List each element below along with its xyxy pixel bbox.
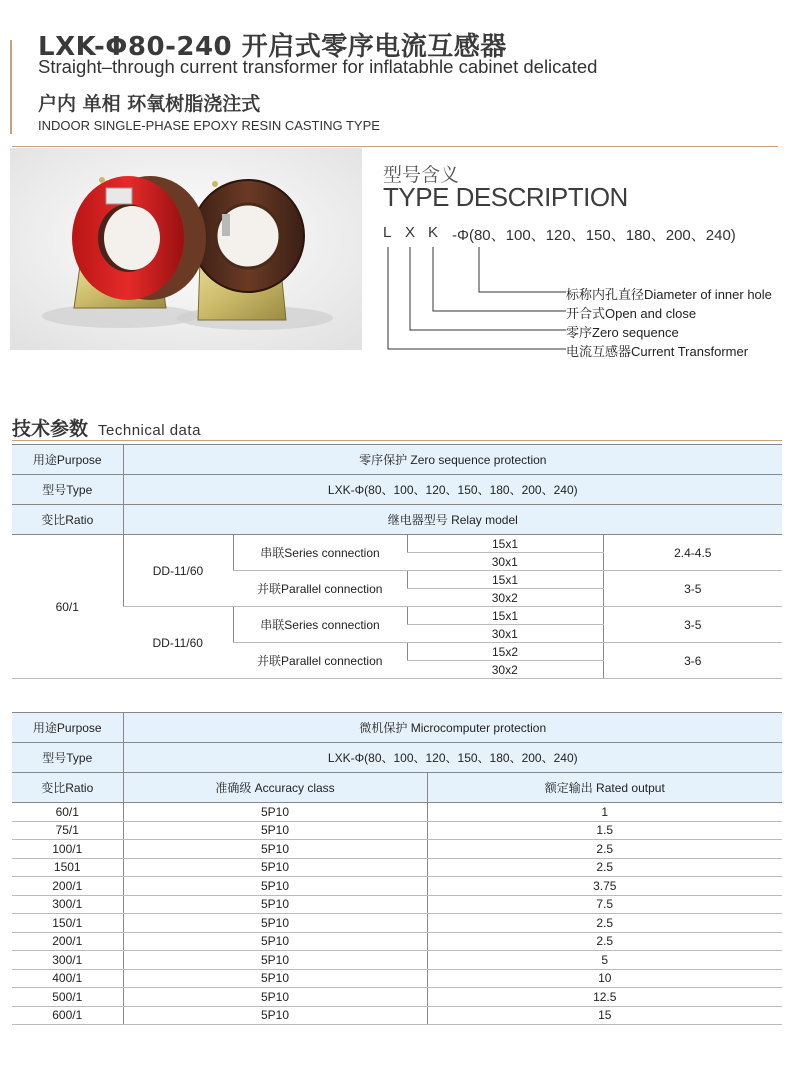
ratio-value: 1501: [12, 858, 123, 877]
accuracy-class-value: 5P10: [123, 877, 427, 896]
ratio-value: 300/1: [12, 951, 123, 970]
ratio-value: 500/1: [12, 988, 123, 1007]
action-range: 3-6: [603, 643, 782, 679]
connection-type: 并联Parallel connection: [233, 571, 407, 607]
type-value: LXK-Φ(80、100、120、150、180、200、240): [123, 475, 782, 505]
table-row: [12, 877, 782, 896]
purpose-value: 零序保护 Zero sequence protection: [123, 445, 782, 475]
code-letter-x: X: [405, 224, 416, 241]
technical-data-title-en: Technical data: [98, 422, 201, 439]
ratio-value: 400/1: [12, 969, 123, 988]
relay-model: DD-11/60: [123, 535, 233, 607]
table-row: [12, 858, 782, 877]
label-open-close: 开合式Open and close: [566, 306, 697, 321]
table-row: [12, 743, 782, 773]
connection-type: 并联Parallel connection: [233, 643, 407, 679]
table-row: [12, 1006, 782, 1025]
rated-output-label: 额定输出 Rated output: [427, 773, 782, 803]
table-row: [12, 475, 782, 505]
rated-output-value: 10: [427, 969, 782, 988]
action-range: 3-5: [603, 571, 782, 607]
turns-value: 30x2: [407, 661, 603, 679]
rated-output-value: 7.5: [427, 895, 782, 914]
table-row: [12, 803, 782, 822]
table-row: [12, 505, 782, 535]
ratio-label: 变比Ratio: [12, 773, 123, 803]
code-letter-k: K: [428, 224, 439, 241]
accuracy-class-label: 准确级 Accuracy class: [123, 773, 427, 803]
turns-value: 15x2: [407, 643, 603, 661]
ratio-label: 变比Ratio: [12, 505, 123, 535]
zero-sequence-table: [12, 444, 782, 679]
turns-value: 15x1: [407, 571, 603, 589]
microcomputer-table-body: [12, 803, 782, 1025]
header-divider: [12, 146, 778, 147]
table-row: [12, 607, 782, 625]
accuracy-class-value: 5P10: [123, 895, 427, 914]
accuracy-class-value: 5P10: [123, 932, 427, 951]
table-row: [12, 773, 782, 803]
subtitle-english-type: INDOOR SINGLE-PHASE EPOXY RESIN CASTING TYPE: [38, 118, 380, 133]
table-row: [12, 713, 782, 743]
connection-type: 串联Series connection: [233, 607, 407, 643]
table-row: [12, 932, 782, 951]
action-range: 3-5: [603, 607, 782, 643]
label-current-transformer: 电流互感器Current Transformer: [566, 344, 749, 359]
turns-value: 15x1: [407, 607, 603, 625]
technical-data-heading: [12, 414, 201, 441]
microcomputer-protection-table: [12, 712, 782, 1025]
turns-value: 30x2: [407, 589, 603, 607]
rated-output-value: 3.75: [427, 877, 782, 896]
table-row: [12, 535, 782, 553]
accuracy-class-value: 5P10: [123, 803, 427, 822]
accuracy-class-value: 5P10: [123, 858, 427, 877]
table-row: [12, 914, 782, 933]
table-row: [12, 988, 782, 1007]
action-range: 2.4-4.5: [603, 535, 782, 571]
ratio-value: 600/1: [12, 1006, 123, 1025]
ratio-value: 75/1: [12, 821, 123, 840]
accuracy-class-value: 5P10: [123, 1006, 427, 1025]
ratio-value: 200/1: [12, 877, 123, 896]
technical-data-divider: [12, 440, 782, 441]
table-row: [12, 840, 782, 859]
rated-output-value: 2.5: [427, 840, 782, 859]
connection-type: 串联Series connection: [233, 535, 407, 571]
type-value: LXK-Φ(80、100、120、150、180、200、240): [123, 743, 782, 773]
code-letter-l: L: [383, 224, 392, 241]
type-description-connectors: [380, 240, 580, 360]
technical-data-title-cn: 技术参数: [12, 418, 89, 440]
label-inner-diameter: 标称内孔直径Diameter of inner hole: [566, 287, 772, 302]
product-photo: [10, 148, 362, 350]
table-row: [12, 969, 782, 988]
turns-value: 15x1: [407, 535, 603, 553]
purpose-label: 用途Purpose: [12, 713, 123, 743]
table-row: [12, 895, 782, 914]
type-description-title-en: TYPE DESCRIPTION: [383, 182, 628, 212]
subtitle-english: Straight–through current transformer for inflatabhle cabinet delicated: [38, 56, 598, 77]
ratio-value: 100/1: [12, 840, 123, 859]
ratio-value: 60/1: [12, 535, 123, 679]
rated-output-value: 2.5: [427, 858, 782, 877]
accuracy-class-value: 5P10: [123, 821, 427, 840]
rated-output-value: 1: [427, 803, 782, 822]
code-diameter-options: -Φ(80、100、120、150、180、200、240): [452, 227, 736, 244]
rated-output-value: 12.5: [427, 988, 782, 1007]
turns-value: 30x1: [407, 625, 603, 643]
accuracy-class-value: 5P10: [123, 969, 427, 988]
accuracy-class-value: 5P10: [123, 988, 427, 1007]
ratio-value: 200/1: [12, 932, 123, 951]
purpose-label: 用途Purpose: [12, 445, 123, 475]
subtitle-chinese: 户内 单相 环氧树脂浇注式: [38, 93, 261, 115]
label-zero-sequence: 零序Zero sequence: [566, 325, 679, 340]
rated-output-value: 5: [427, 951, 782, 970]
rated-output-value: 2.5: [427, 932, 782, 951]
type-description-title-cn: 型号含义: [383, 164, 460, 186]
purpose-value: 微机保护 Microcomputer protection: [123, 713, 782, 743]
table-row: [12, 951, 782, 970]
turns-value: 30x1: [407, 553, 603, 571]
ratio-value: 150/1: [12, 914, 123, 933]
accuracy-class-value: 5P10: [123, 914, 427, 933]
table-row: [12, 821, 782, 840]
ratio-value: 300/1: [12, 895, 123, 914]
rated-output-value: 1.5: [427, 821, 782, 840]
relay-model-label: 继电器型号 Relay model: [123, 505, 782, 535]
relay-model: DD-11/60: [123, 607, 233, 679]
rated-output-value: 15: [427, 1006, 782, 1025]
page-title: LXK-Φ80-240 开启式零序电流互感器: [38, 32, 507, 62]
accuracy-class-value: 5P10: [123, 840, 427, 859]
ratio-value: 60/1: [12, 803, 123, 822]
accuracy-class-value: 5P10: [123, 951, 427, 970]
header-accent-bar: [10, 40, 12, 134]
rated-output-value: 2.5: [427, 914, 782, 933]
type-label: 型号Type: [12, 475, 123, 505]
type-label: 型号Type: [12, 743, 123, 773]
table-row: [12, 445, 782, 475]
